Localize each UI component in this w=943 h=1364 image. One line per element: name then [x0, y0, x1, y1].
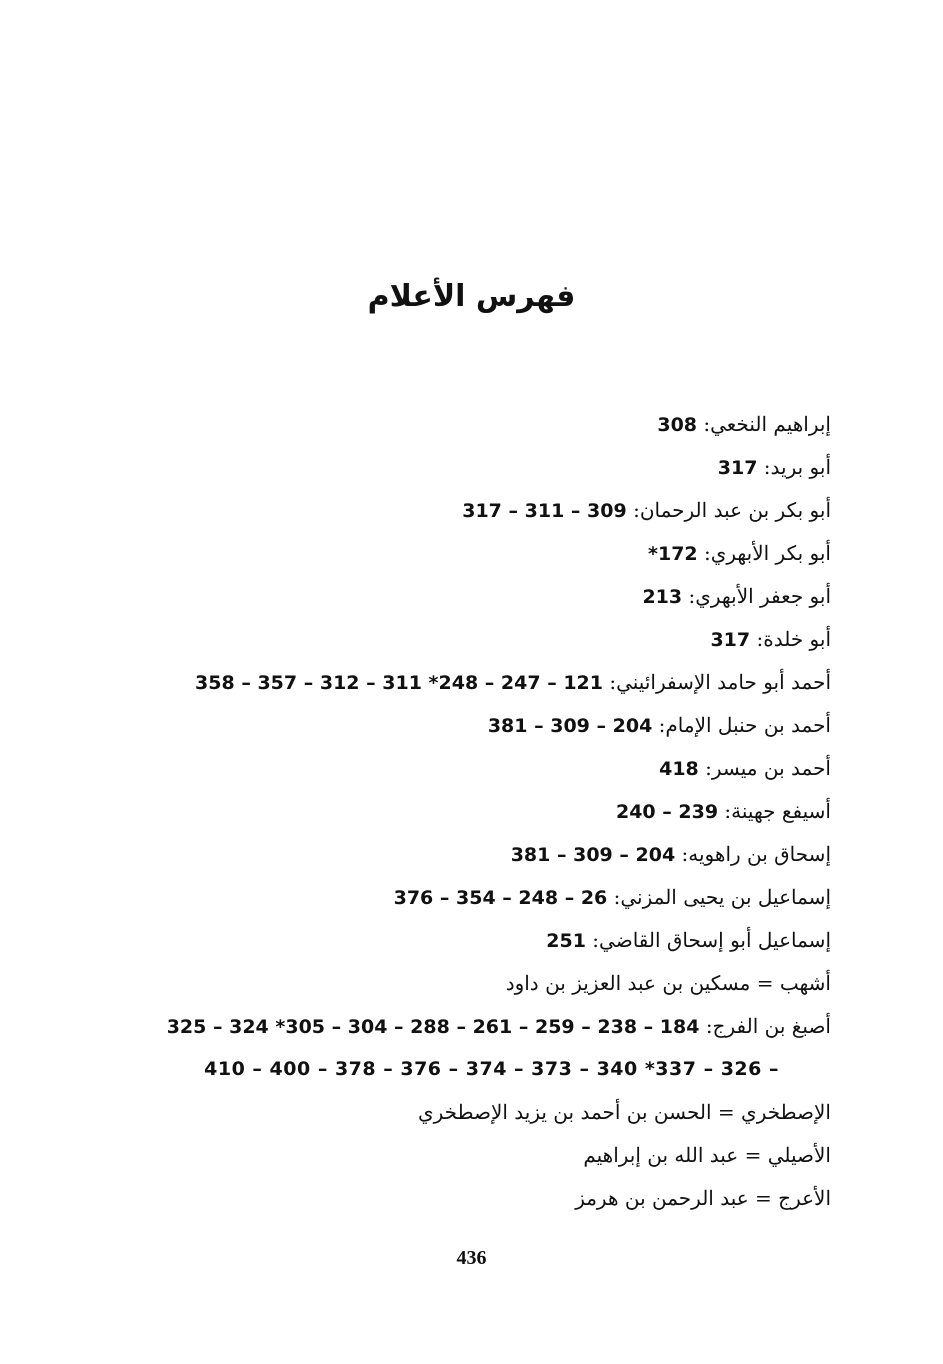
entry-name: أحمد أبو حامد الإسفرائيني:: [609, 670, 831, 694]
entry-pages: 317: [710, 629, 751, 651]
page-number: 436: [456, 1247, 487, 1269]
entry-name: أبو بكر الأبهري:: [704, 541, 831, 565]
entry-pages: 418: [659, 758, 699, 780]
entry-name: أحمد بن حنبل الإمام:: [658, 713, 831, 737]
entry-name: أصبغ بن الفرج:: [705, 1014, 831, 1038]
entry-pages: 251: [546, 930, 586, 952]
entry-pages: 204 – 309 – 381: [487, 715, 653, 737]
entry-name: أبو بكر بن عبد الرحمان:: [633, 498, 831, 522]
entry-name: أشهب = مسكين بن عبد العزيز بن داود: [505, 971, 831, 995]
entry-name: إسماعيل أبو إسحاق القاضي:: [592, 928, 831, 952]
index-entry: [91, 747, 831, 790]
entry-name: أبو بريد:: [763, 455, 831, 479]
entry-pages: 308: [657, 414, 698, 436]
index-entry: [91, 618, 831, 661]
cross-reference: [91, 1177, 831, 1220]
index-entry: [91, 1005, 831, 1048]
entry-pages: 121 – 247 – 248* 311 – 312 – 357 – 358: [195, 672, 603, 694]
cross-reference: [91, 1091, 831, 1134]
entry-name: أسيفع جهينة:: [724, 799, 831, 823]
index-entry: [91, 876, 831, 919]
index-entry: [91, 790, 831, 833]
entry-pages: 213: [642, 586, 683, 608]
entry-name: أبو خلدة:: [756, 627, 831, 651]
names-index-list: [91, 403, 831, 1220]
cross-reference: [91, 1134, 831, 1177]
entry-name: إسماعيل بن يحيى المزني:: [613, 885, 831, 909]
index-entry: [91, 962, 831, 1005]
cross-reference-text: الأعرج = عبد الرحمن بن هرمز: [575, 1186, 831, 1210]
entry-name: إسحاق بن راهويه:: [681, 842, 831, 866]
index-entry: [91, 704, 831, 747]
index-entry: [91, 661, 831, 704]
index-entry: [91, 575, 831, 618]
index-entry: [91, 532, 831, 575]
cross-reference-text: الإصطخري = الحسن بن أحمد بن يزيد الإصطخري: [417, 1100, 831, 1124]
index-entry: [91, 919, 831, 962]
entry-name: إبراهيم النخعي:: [703, 412, 831, 436]
entry-pages: 184 – 238 – 259 – 261 – 288 – 304 – 305* 324 – 325: [166, 1016, 700, 1038]
entry-pages: 204 – 309 – 381: [510, 844, 676, 866]
index-entry: [91, 489, 831, 532]
entry-pages-continuation: – 326 – 337* 340 – 373 – 374 – 376 – 378 – 400 – 410: [204, 1058, 779, 1080]
entry-pages: 239 – 240: [615, 801, 719, 823]
index-entry: [91, 833, 831, 876]
entry-pages: 26 – 248 – 354 – 376: [393, 887, 608, 909]
entry-name: أبو جعفر الأبهري:: [688, 584, 831, 608]
index-entry: [91, 403, 831, 446]
entry-pages: 172*: [648, 543, 698, 565]
entry-pages: 309 – 311 – 317: [462, 500, 627, 522]
cross-reference-text: الأصيلي = عبد الله بن إبراهيم: [583, 1143, 831, 1167]
index-entry: [91, 446, 831, 489]
entry-name: أحمد بن ميسر:: [705, 756, 831, 780]
entry-pages: 317: [717, 457, 758, 479]
page-title: فهرس الأعلام: [367, 279, 576, 314]
